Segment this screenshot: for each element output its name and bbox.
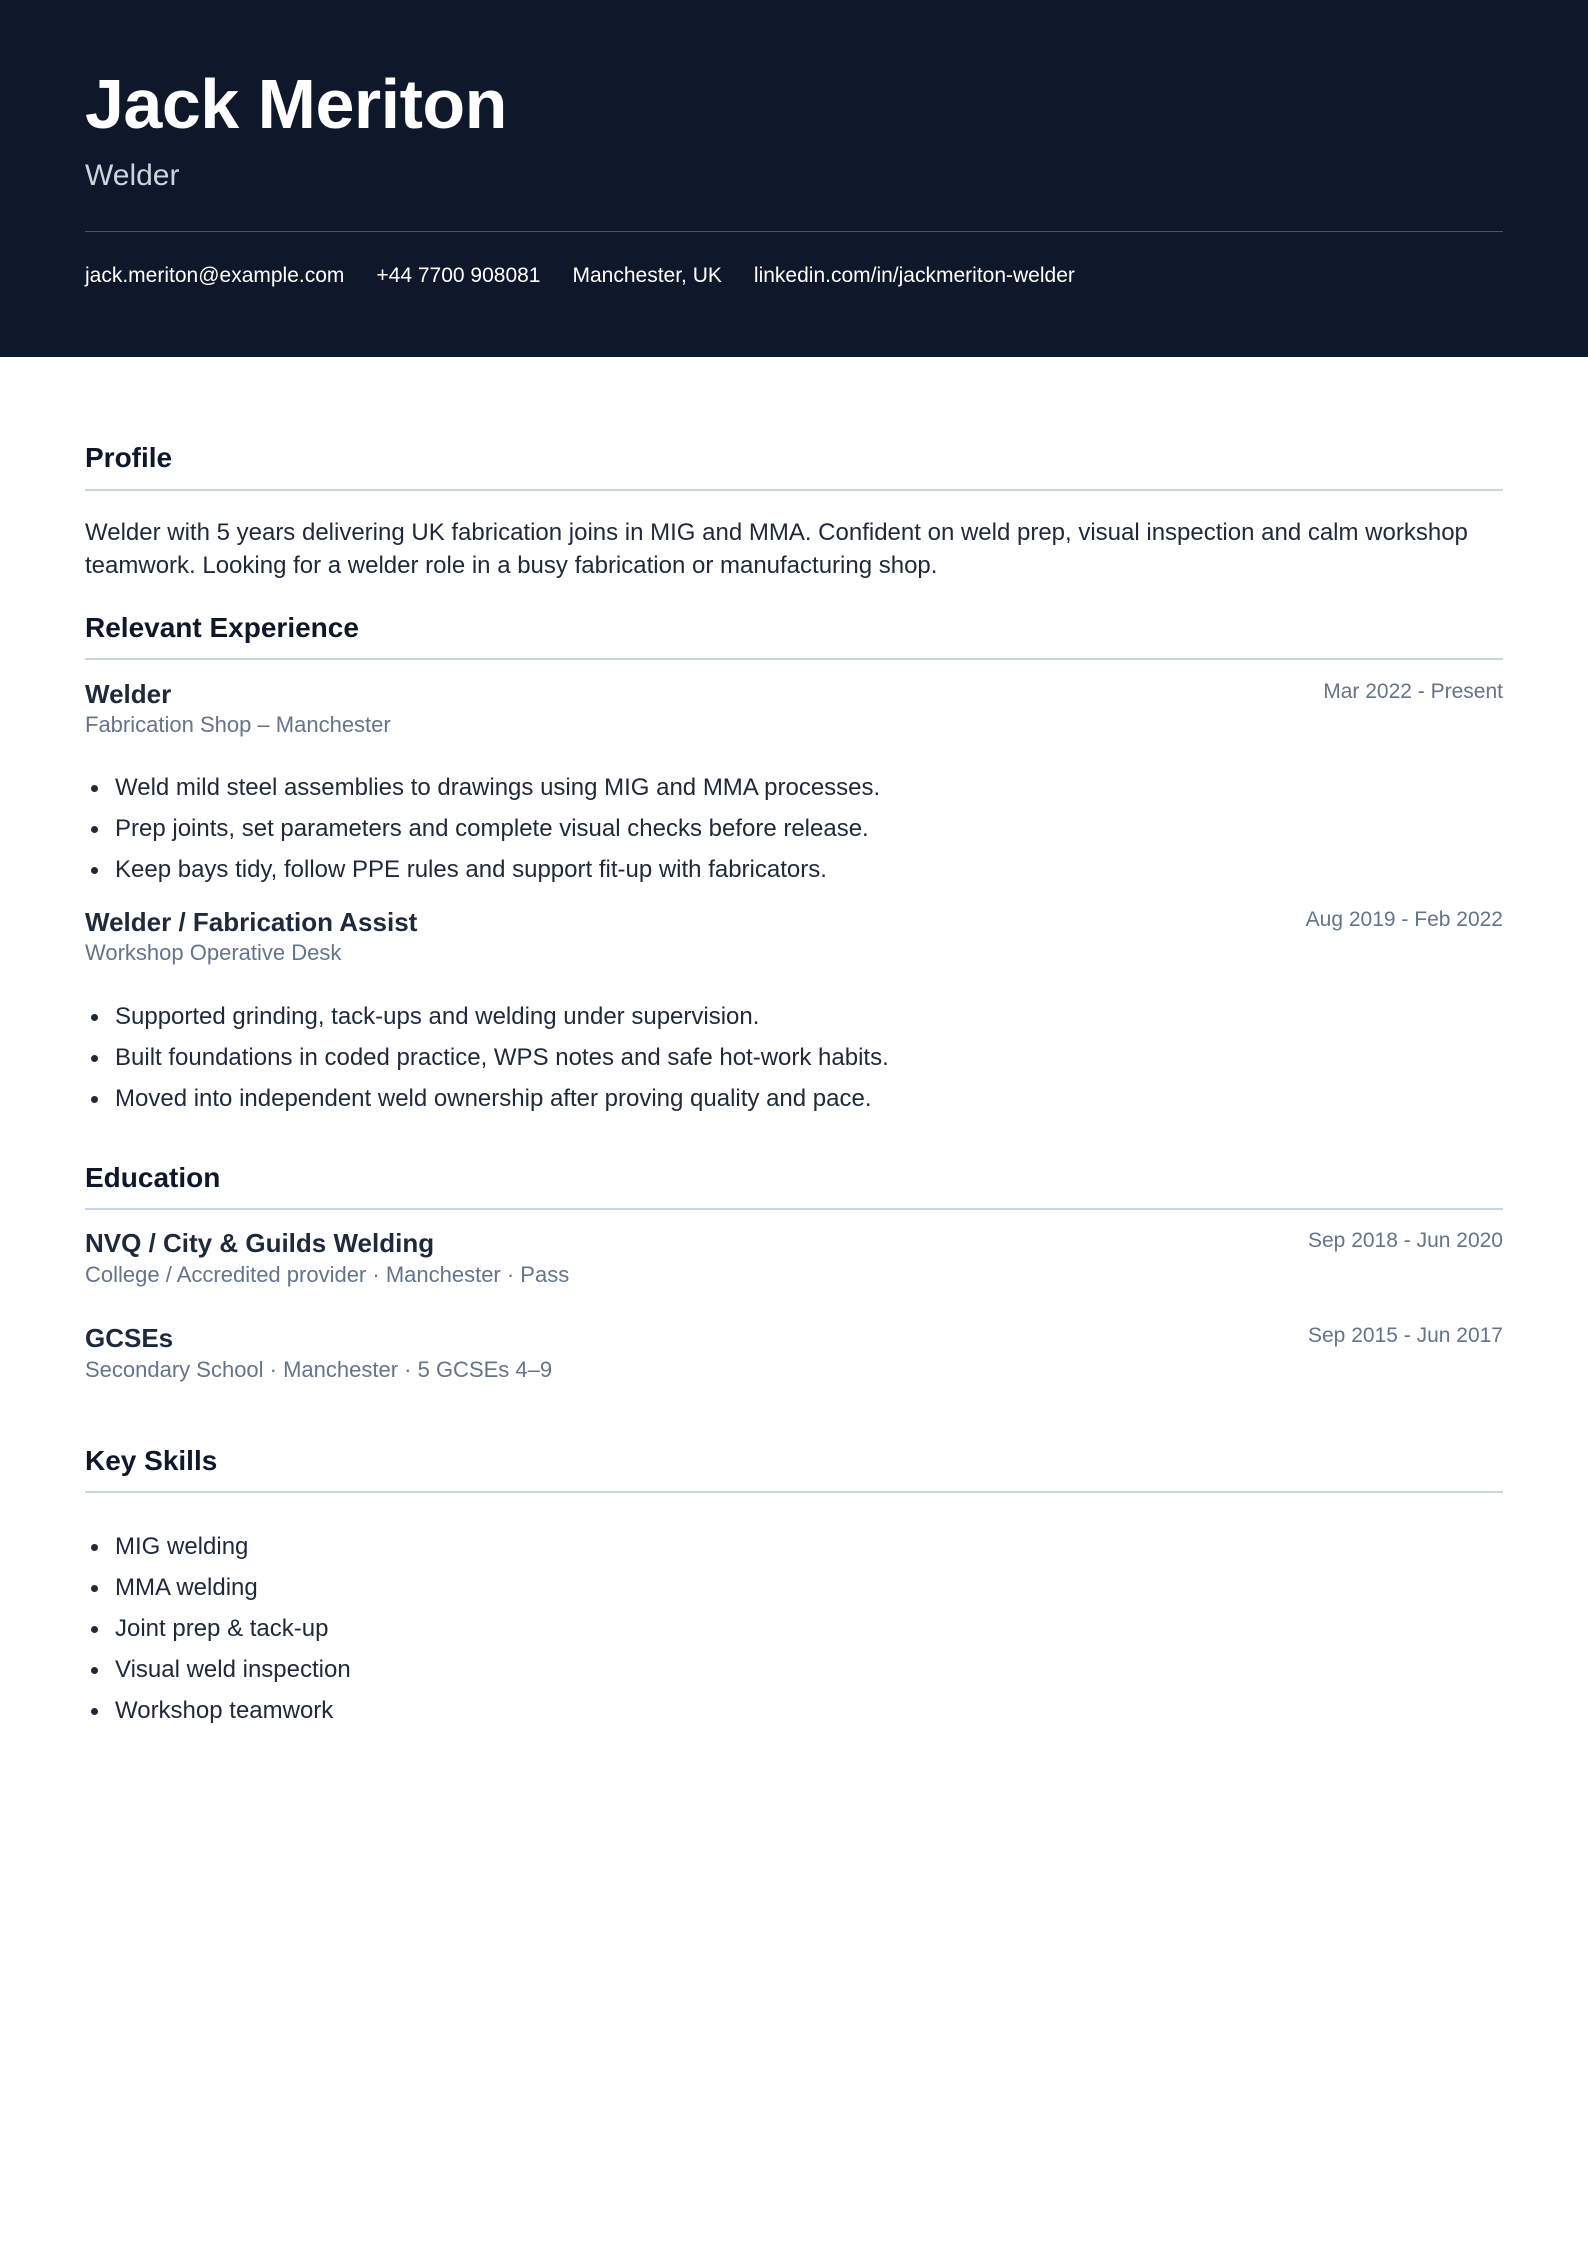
contact-phone[interactable]: +44 7700 908081 xyxy=(376,264,541,287)
job-company: Workshop Operative Desk xyxy=(85,940,342,965)
section-divider-profile xyxy=(85,489,1503,491)
job-title: Welder xyxy=(85,679,172,709)
list-item: Moved into independent weld ownership after proving quality and pace. xyxy=(85,1078,889,1119)
job-dates: Mar 2022 - Present xyxy=(1323,680,1503,703)
section-title-skills: Key Skills xyxy=(85,1445,218,1476)
header-divider xyxy=(85,231,1503,232)
section-divider-skills xyxy=(85,1491,1503,1493)
education-dates: Sep 2015 - Jun 2017 xyxy=(1308,1324,1503,1347)
section-divider-education xyxy=(85,1208,1503,1210)
section-title-education: Education xyxy=(85,1162,221,1193)
contact-location: Manchester, UK xyxy=(572,264,722,287)
contact-email[interactable]: jack.meriton@example.com xyxy=(85,264,345,287)
job-title: Welder / Fabrication Assist xyxy=(85,907,418,937)
education-title: NVQ / City & Guilds Welding xyxy=(85,1228,435,1258)
contact-list xyxy=(85,262,1075,290)
list-item: Prep joints, set parameters and complete visual checks before release. xyxy=(85,808,880,849)
job-dates: Aug 2019 - Feb 2022 xyxy=(1305,908,1503,931)
education-detail: Secondary School · Manchester · 5 GCSEs 4–9 xyxy=(85,1357,553,1382)
education-title: GCSEs xyxy=(85,1323,174,1353)
section-title-profile: Profile xyxy=(85,442,173,473)
profile-summary: Welder with 5 years delivering UK fabrication joins in MIG and MMA. Confident on weld prep, visual inspection and calm workshop teamwork. Looking for a welder role in a busy fabrication or manufacturing shop. xyxy=(85,519,1468,579)
skills-list xyxy=(85,1526,351,1731)
list-item: Workshop teamwork xyxy=(85,1690,351,1731)
list-item: Supported grinding, tack-ups and welding under supervision. xyxy=(85,996,889,1037)
section-divider-experience xyxy=(85,658,1503,660)
list-item: MIG welding xyxy=(85,1526,351,1567)
education-dates: Sep 2018 - Jun 2020 xyxy=(1308,1229,1503,1252)
list-item: Keep bays tidy, follow PPE rules and support fit-up with fabricators. xyxy=(85,849,880,890)
job-company: Fabrication Shop – Manchester xyxy=(85,712,391,737)
list-item: Visual weld inspection xyxy=(85,1649,351,1690)
contact-linkedin[interactable]: linkedin.com/in/jackmeriton-welder xyxy=(753,264,1075,287)
list-item: Built foundations in coded practice, WPS notes and safe hot-work habits. xyxy=(85,1037,889,1078)
job-bullets xyxy=(85,767,880,890)
list-item: MMA welding xyxy=(85,1567,351,1608)
list-item: Joint prep & tack-up xyxy=(85,1608,351,1649)
candidate-name: Jack Meriton xyxy=(85,65,507,143)
candidate-role: Welder xyxy=(85,159,180,192)
resume-header xyxy=(0,0,1588,357)
education-detail: College / Accredited provider · Manchester · Pass xyxy=(85,1262,570,1287)
list-item: Weld mild steel assemblies to drawings using MIG and MMA processes. xyxy=(85,767,880,808)
job-bullets xyxy=(85,996,889,1119)
section-title-experience: Relevant Experience xyxy=(85,612,359,643)
